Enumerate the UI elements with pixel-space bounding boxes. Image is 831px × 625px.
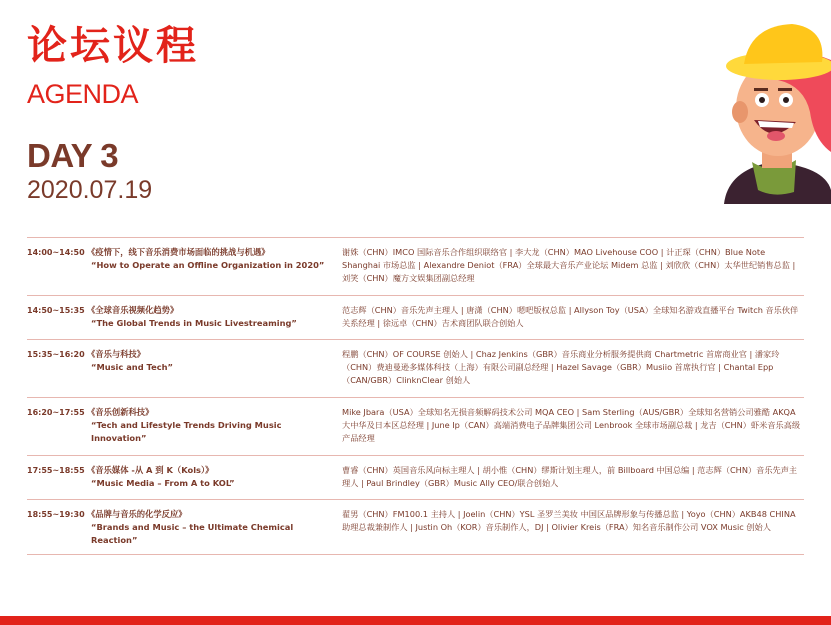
- session-topic-cn: 《音乐创新科技》: [87, 407, 154, 417]
- session-topic: [87, 246, 327, 272]
- session-speakers: 谢姝（CHN）IMCO 国际音乐合作组织联络官 | 李大龙（CHN）MAO Livehouse COO | 计正琛（CHN）Blue Note Shanghai 市场总监 | Alexandre Deniot（FRA）全球最大音乐产业论坛 Midem 总监 | 刘欣欣（CHN）太华世纪销售总监 | 刘笑（CHN）魔方文娱集团副总经理: [342, 247, 796, 284]
- session-topic-en: “The Global Trends in Music Livestreaming”: [91, 318, 297, 328]
- session-topic-cn: 《品牌与音乐的化学反应》: [87, 509, 187, 519]
- agenda-row: [27, 397, 804, 455]
- session-time: 16:20~17:55: [27, 408, 85, 417]
- session-topic: [87, 348, 327, 374]
- session-topic-en: “Music Media – From A to KOL”: [91, 478, 235, 488]
- agenda-row: [27, 455, 804, 499]
- date-label: 2020.07.19: [27, 176, 153, 204]
- session-speakers: 翟男（CHN）FM100.1 主持人 | Joelin（CHN）YSL 圣罗兰美妆 中国区品牌形象与传播总监 | Yoyo（CHN）AKB48 CHINA 助理总裁兼制作人 | Justin Oh（KOR）音乐制作人，DJ | Olivier Kreis（FRA）知名音乐制作公司 VOX Music 创始人: [342, 509, 796, 533]
- page-subtitle: AGENDA: [27, 79, 139, 109]
- cartoon-mascot-icon: [714, 20, 831, 204]
- session-topic: [87, 508, 327, 547]
- session-topic-en: “How to Operate an Offline Organization in 2020”: [91, 260, 325, 270]
- session-time: 17:55~18:55: [27, 466, 85, 475]
- session-time: 15:35~16:20: [27, 350, 85, 359]
- session-time: 18:55~19:30: [27, 510, 85, 519]
- agenda-table: [27, 237, 804, 555]
- session-speakers: 程鹏（CHN）OF COURSE 创始人 | Chaz Jenkins（GBR）音乐商业分析服务提供商 Chartmetric 首席商业官 | 潘家玲（CHN）费迪曼逊多媒体科技（上海）有限公司副总经理 | Hazel Savage（GBR）Musiio 首席执行官 | Chantal Epp（CAN/GBR）ClinknClear 创始人: [342, 349, 780, 386]
- session-topic-cn: 《全球音乐视频化趋势》: [87, 305, 179, 315]
- session-topic-en: “Brands and Music – the Ultimate Chemical Reaction”: [91, 522, 294, 545]
- page-title: 论坛议程: [27, 23, 199, 69]
- session-time: 14:50~15:35: [27, 306, 85, 315]
- session-topic-en: “Tech and Lifestyle Trends Driving Music Innovation”: [91, 420, 282, 443]
- session-topic-cn: 《疫情下，线下音乐消费市场面临的挑战与机遇》: [87, 247, 270, 257]
- session-topic: [87, 304, 327, 330]
- agenda-row: [27, 295, 804, 339]
- session-speakers: Mike Jbara（USA）全球知名无损音频解码技术公司 MQA CEO | Sam Sterling（AUS/GBR）全球知名营销公司雅酷 AKQA 大中华及日本区总经理 | June Ip（CAN）高端消费电子品牌集团公司 Lenbrook 全球市场副总裁 | 龙吉（CHN）虾米音乐高级产品经理: [342, 407, 801, 444]
- session-speakers: 曹睿（CHN）英国音乐风向标主理人 | 胡小惟（CHN）缪斯计划主理人，前 Billboard 中国总编 | 范志辉（CHN）音乐先声主理人 | Paul Brindley（GBR）Music Ally CEO/联合创始人: [342, 465, 798, 489]
- session-topic-cn: 《音乐媒体 -从 A 到 K（Kols）》: [87, 465, 214, 475]
- session-topic: [87, 406, 327, 445]
- bottom-accent-bar: [0, 616, 831, 625]
- session-topic-cn: 《音乐与科技》: [87, 349, 146, 359]
- session-topic: [87, 464, 327, 490]
- session-topic-en: “Music and Tech”: [91, 362, 174, 372]
- agenda-row: [27, 237, 804, 295]
- agenda-row: [27, 499, 804, 555]
- session-time: 14:00~14:50: [27, 248, 85, 257]
- day-label: DAY 3: [27, 137, 119, 174]
- agenda-row: [27, 339, 804, 397]
- session-speakers: 范志辉（CHN）音乐先声主理人 | 唐潇（CHN）嗯吧版权总监 | Allyson Toy（USA）全球知名游戏直播平台 Twitch 音乐伙伴关系经理 | 徐远卓（CHN）吉术商团队联合创始人: [342, 305, 799, 329]
